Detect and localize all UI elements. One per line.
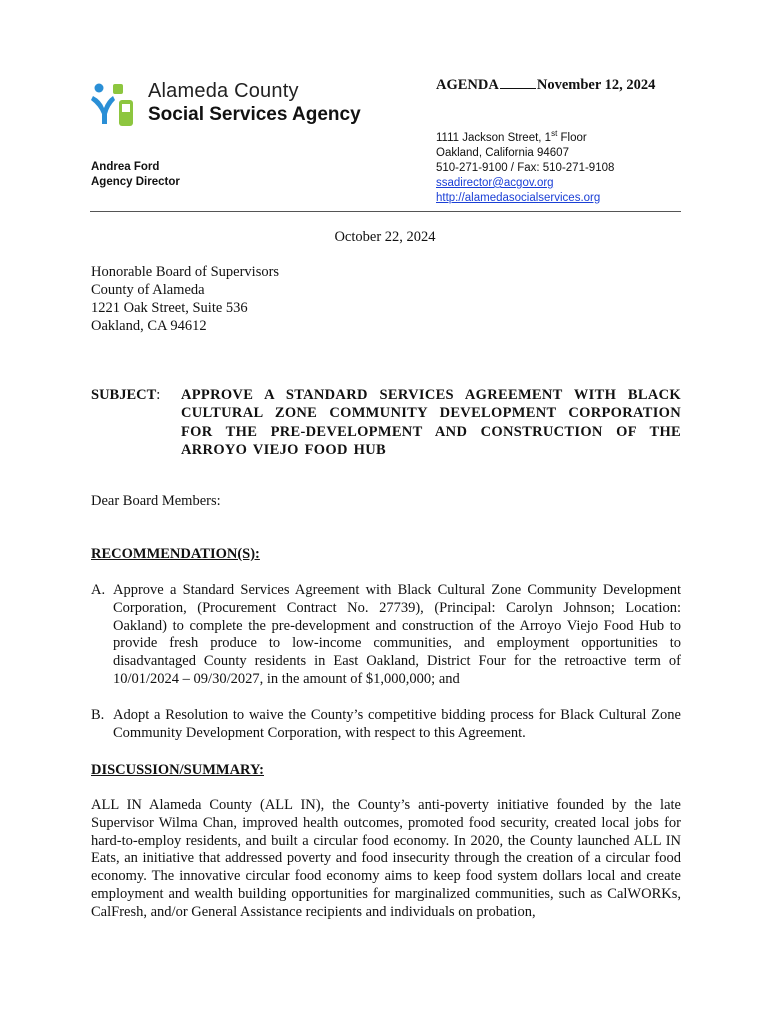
discussion-paragraph: ALL IN Alameda County (ALL IN), the County’s anti-poverty initiative founded by the late Supervisor Wilma Chan, improved health outcomes, promoted food security, created local jobs for hard-to-employ residents, and built a circular food economy. In 2020, the County launched ALL IN Eats, an initiative that addressed poverty and food insecurity through the creation of a circular food economy. The innovative circular food economy aims to keep food system dollars local and create employment and wealth building opportunities for marginalized communities, such as CalWORKs, CalFresh, and/or General Assistance recipients and individuals on probation, bbox=[91, 797, 681, 920]
address-phone-fax: 510-271-9100 / Fax: 510-271-9108 bbox=[436, 161, 615, 174]
recipient-line: Oakland, CA 94612 bbox=[91, 318, 207, 334]
item-marker: A. bbox=[91, 582, 106, 598]
agenda-line bbox=[436, 76, 655, 94]
recommendation-item bbox=[91, 582, 681, 689]
address-city: Oakland, California 94607 bbox=[436, 146, 569, 159]
subject-label: SUBJECT: bbox=[91, 387, 161, 403]
agenda-date: November 12, 2024 bbox=[536, 77, 656, 93]
item-text: Approve a Standard Services Agreement with Black Cultural Zone Community Development Corporation, (Procurement Contract No. 27739), (Principal: Carolyn Johnson; Location: Oakland) to complete the pre-development and construction of the Arroyo Viejo Food Hub to provide fresh produce to low-income communities, and employment opportunities to disadvantaged County residents in East Oakland, District Four for the retroactive term of 10/01/2024 – 09/30/2027, in the amount of $1,000,000; and bbox=[113, 582, 681, 687]
logo-agency-name: Social Services Agency bbox=[148, 104, 361, 125]
salutation: Dear Board Members: bbox=[91, 493, 221, 509]
discussion-heading: DISCUSSION/SUMMARY: bbox=[91, 762, 264, 778]
recommendation-item bbox=[91, 707, 681, 743]
recipient-address bbox=[91, 263, 279, 335]
agency-logo-icon bbox=[91, 80, 143, 128]
address-street: 1111 Jackson Street, 1st Floor bbox=[436, 129, 587, 144]
email-link[interactable]: ssadirector@acgov.org bbox=[436, 176, 554, 189]
agenda-label: AGENDA bbox=[436, 77, 499, 93]
director-title: Agency Director bbox=[91, 176, 180, 188]
item-text: Adopt a Resolution to waive the County’s competitive bidding process for Black Cultural Zone Community Development Corporation, with respect to this Agreement. bbox=[113, 707, 681, 741]
website-link[interactable]: http://alamedasocialservices.org bbox=[436, 191, 601, 204]
recipient-line: Honorable Board of Supervisors bbox=[91, 264, 280, 280]
recipient-line: 1221 Oak Street, Suite 536 bbox=[91, 300, 248, 316]
director-block bbox=[91, 160, 180, 190]
header-divider bbox=[90, 211, 681, 212]
item-marker: B. bbox=[91, 707, 105, 723]
subject-block bbox=[91, 386, 681, 460]
director-name: Andrea Ford bbox=[91, 161, 160, 173]
logo-county-name: Alameda County bbox=[148, 80, 299, 102]
agency-address-block bbox=[436, 126, 614, 206]
recipient-line: County of Alameda bbox=[91, 282, 205, 298]
agenda-blank bbox=[500, 76, 536, 89]
subject-text: APPROVE A STANDARD SERVICES AGREEMENT WITH BLACK CULTURAL ZONE COMMUNITY DEVELOPMENT CORPORATION FOR THE PRE-DEVELOPMENT AND CONSTRUCTION OF THE ARROYO VIEJO FOOD HUB bbox=[181, 387, 681, 459]
recommendations-heading: RECOMMENDATION(S): bbox=[91, 546, 260, 562]
letter-date: October 22, 2024 bbox=[334, 229, 436, 245]
